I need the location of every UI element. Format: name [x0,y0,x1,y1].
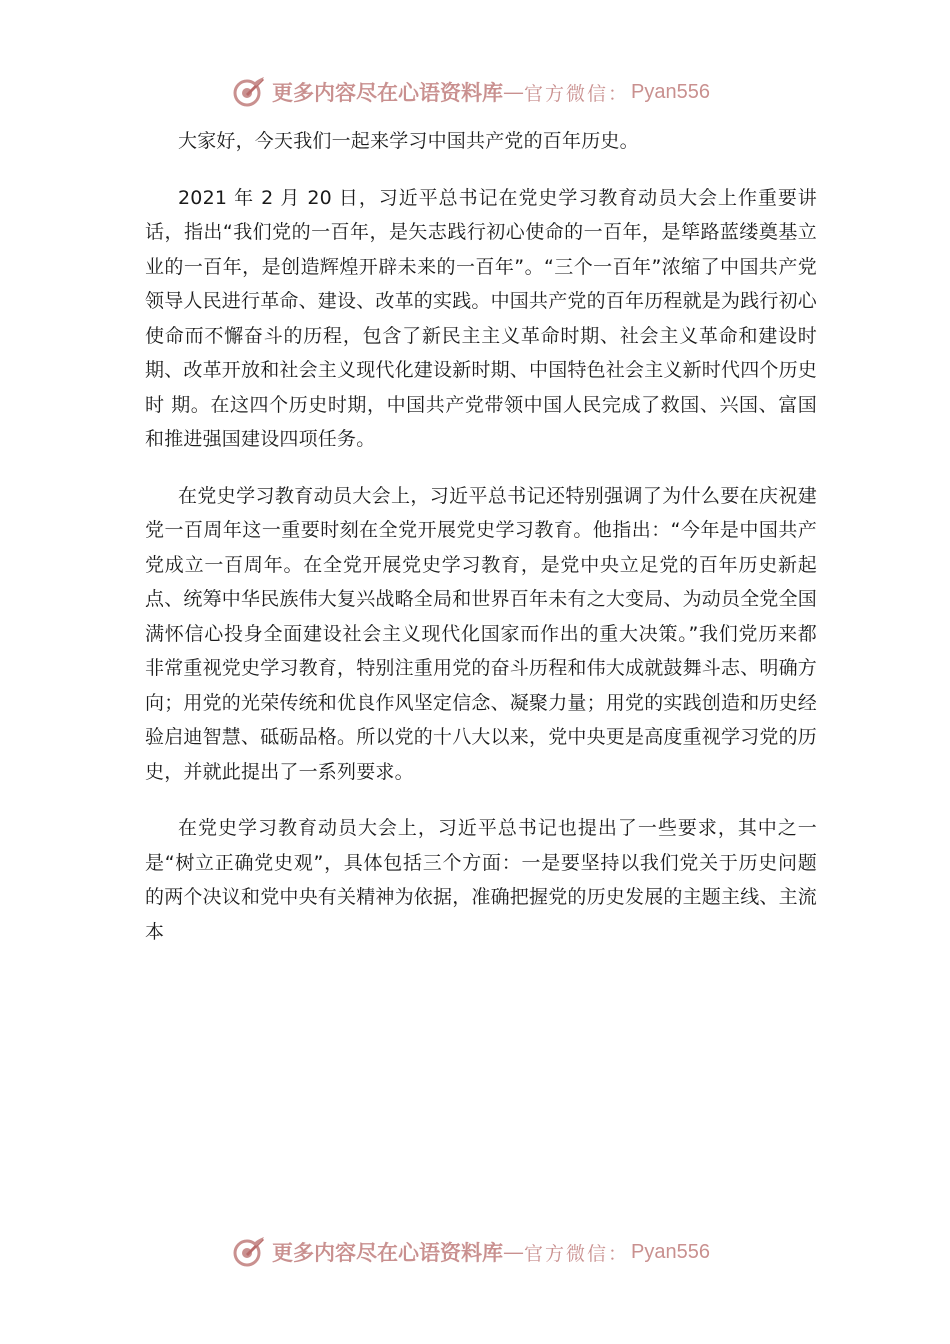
quill-circle-icon [232,75,266,109]
header-watermark [232,72,710,112]
watermark-dash: — [503,80,524,104]
watermark-title: 更多内容尽在心语资料库 [272,80,503,105]
paragraph-importance: 在党史学习教育动员大会上，习近平总书记还特别强调了为什么要在庆祝建党一百周年这一重要时刻在全党开展党史学习教育。他指出：“今年是中国共产党成立一百周年。在全党开展党史学习教育，是党中央立足党的百年历史新起点、统筹中华民族伟大复兴战略全局和世界百年未有之大变局、为动员全党全国满怀信心投身全面建设社会主义现代化国家而作出的重大决策。”我们党历来都非常重视党史学习教育，特别注重用党的奋斗历程和伟大成就鼓舞斗志、明确方向；用党的光荣传统和优良作风坚定信念、凝聚力量；用党的实践创造和历史经验启迪智慧、砥砺品格。所以党的十八大以来，党中央更是高度重视学习党的历史，并就此提出了一系列要求。 [145,484,818,783]
footer-watermark [232,1232,710,1272]
paragraph-speech: 2021 年 2 月 20 日，习近平总书记在党史学习教育动员大会上作重要讲话，指出“我们党的一百年，是矢志践行初心使命的一百年，是筚路蓝缕奠基立业的一百年，是创造辉煌开辟未来的一百年”。“三个一百年”浓缩了中国共产党领导人民进行革命、建设、改革的实践。中国共产党的百年历程就是为践行初心使命而不懈奋斗的历程，包含了新民主主义革命时期、社会主义革命和建设时期、改革开放和社会主义现代化建设新时期、中国特色社会主义新时代四个历史时 期。在这四个历史时期，中国共产党带领中国人民完成了救国、兴国、富国和推进强国建设四项任务。 [145,186,818,450]
watermark-title: 更多内容尽在心语资料库 [272,1240,503,1265]
quill-circle-icon [232,1235,266,1269]
watermark-handle: Pyan556 [631,80,710,103]
watermark-subtitle: 官方微信： [524,1242,630,1265]
document-body [145,124,817,971]
paragraph-requirements: 在党史学习教育动员大会上，习近平总书记也提出了一些要求，其中之一是“树立正确党史观”，具体包括三个方面：一是要坚持以我们党关于历史问题的两个决议和党中央有关精神为依据，准确把握党的历史发展的主题主线、主流本 [145,817,818,943]
watermark-subtitle: 官方微信： [524,82,630,105]
watermark-dash: — [503,1240,524,1264]
watermark-handle: Pyan556 [631,1240,710,1263]
paragraph-intro: 大家好，今天我们一起来学习中国共产党的百年历史。 [178,130,639,152]
